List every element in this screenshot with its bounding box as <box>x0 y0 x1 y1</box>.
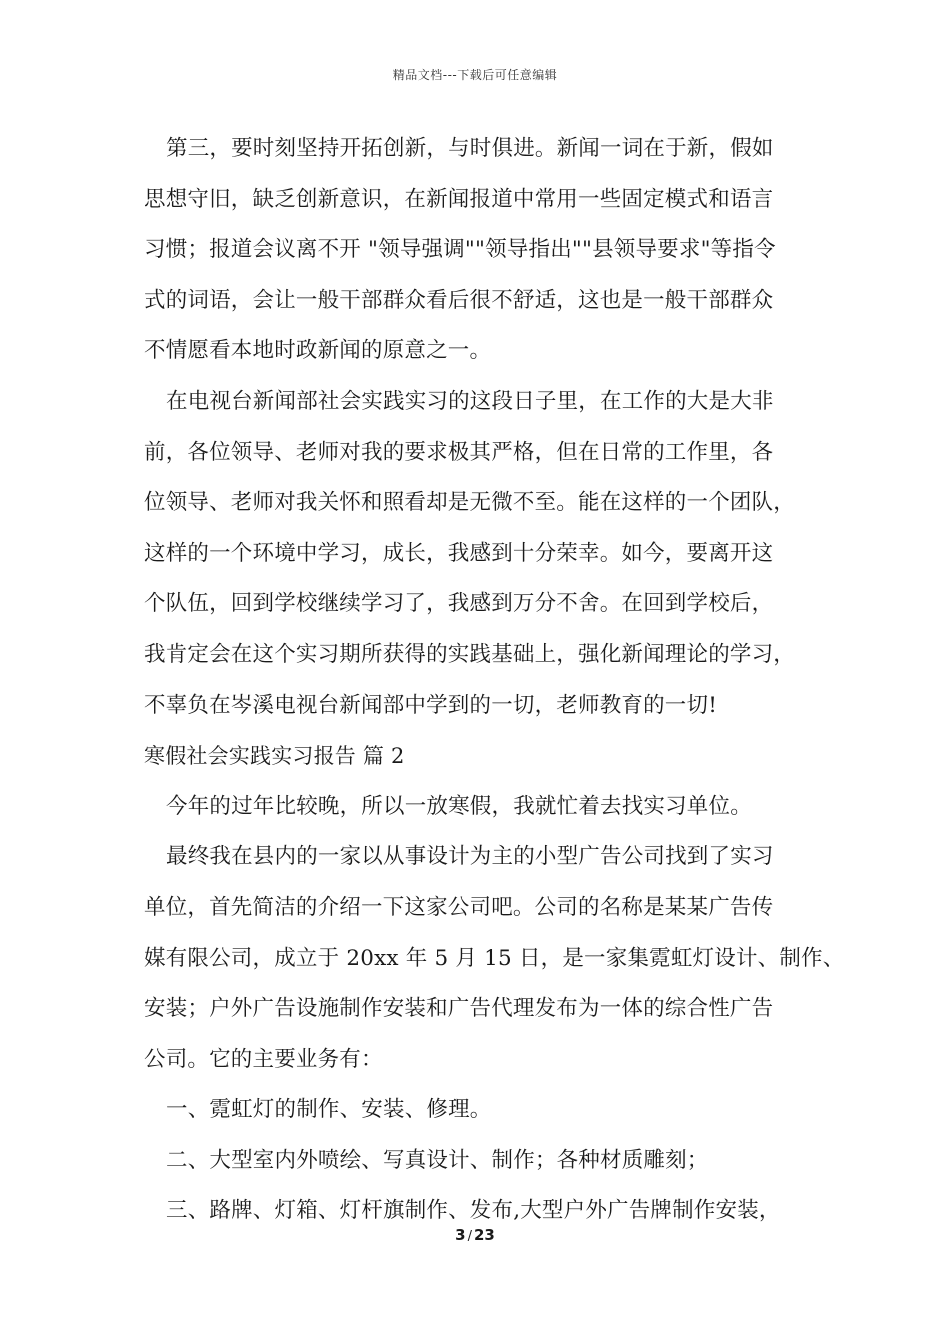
page-header: 精品文档---下载后可任意编辑 <box>392 68 558 82</box>
text-line: 思想守旧，缺乏创新意识，在新闻报道中常用一些固定模式和语言 <box>144 186 774 212</box>
text-line: 在电视台新闻部社会实践实习的这段日子里，在工作的大是大非 <box>166 388 774 414</box>
page-separator: / <box>467 1229 472 1244</box>
text-line: 不情愿看本地时政新闻的原意之一。 <box>144 338 492 364</box>
text-line: 前，各位领导、老师对我的要求极其严格，但在日常的工作里，各 <box>144 439 774 465</box>
text-line: 今年的过年比较晚，所以一放寒假，我就忙着去找实习单位。 <box>166 793 752 819</box>
text-line: 不辜负在岑溪电视台新闻部中学到的一切，老师教育的一切! <box>144 692 718 718</box>
text-line: 单位，首先简洁的介绍一下这家公司吧。公司的名称是某某广告传 <box>144 894 774 920</box>
section-heading: 寒假社会实践实习报告 篇 2 <box>144 744 405 769</box>
text-line: 习惯；报道会议离不开 "领导强调""领导指出""县领导要求"等指令 <box>144 237 776 263</box>
list-item: 三、路牌、灯箱、灯杆旗制作、发布,大型户外广告牌制作安装， <box>166 1198 781 1224</box>
list-item: 一、霓虹灯的制作、安装、修理。 <box>166 1097 492 1123</box>
text-line: 个队伍，回到学校继续学习了，我感到万分不舍。在回到学校后， <box>144 591 774 617</box>
document-body <box>144 124 845 1237</box>
page-number <box>0 1226 950 1244</box>
text-line: 最终我在县内的一家以从事设计为主的小型广告公司找到了实习 <box>166 844 774 870</box>
text-line: 我肯定会在这个实习期所获得的实践基础上，强化新闻理论的学习， <box>144 641 796 667</box>
text-line: 位领导、老师对我关怀和照看却是无微不至。能在这样的一个团队， <box>144 490 796 516</box>
text-line: 媒有限公司，成立于 20xx 年 5 月 15 日，是一家集霓虹灯设计、制作、 <box>144 945 845 971</box>
text-line: 安装；户外广告设施制作安装和广告代理发布为一体的综合性广告 <box>144 996 774 1022</box>
total-pages: 23 <box>473 1226 495 1244</box>
list-item: 二、大型室内外喷绘、写真设计、制作；各种材质雕刻； <box>166 1147 709 1173</box>
text-line: 公司。它的主要业务有： <box>144 1046 383 1072</box>
text-line: 第三，要时刻坚持开拓创新，与时俱进。新闻一词在于新，假如 <box>166 136 774 161</box>
text-line: 式的词语，会让一般干部群众看后很不舒适，这也是一般干部群众 <box>144 287 774 313</box>
text-line: 这样的一个环境中学习，成长，我感到十分荣幸。如今，要离开这 <box>144 540 774 566</box>
current-page: 3 <box>455 1226 466 1244</box>
